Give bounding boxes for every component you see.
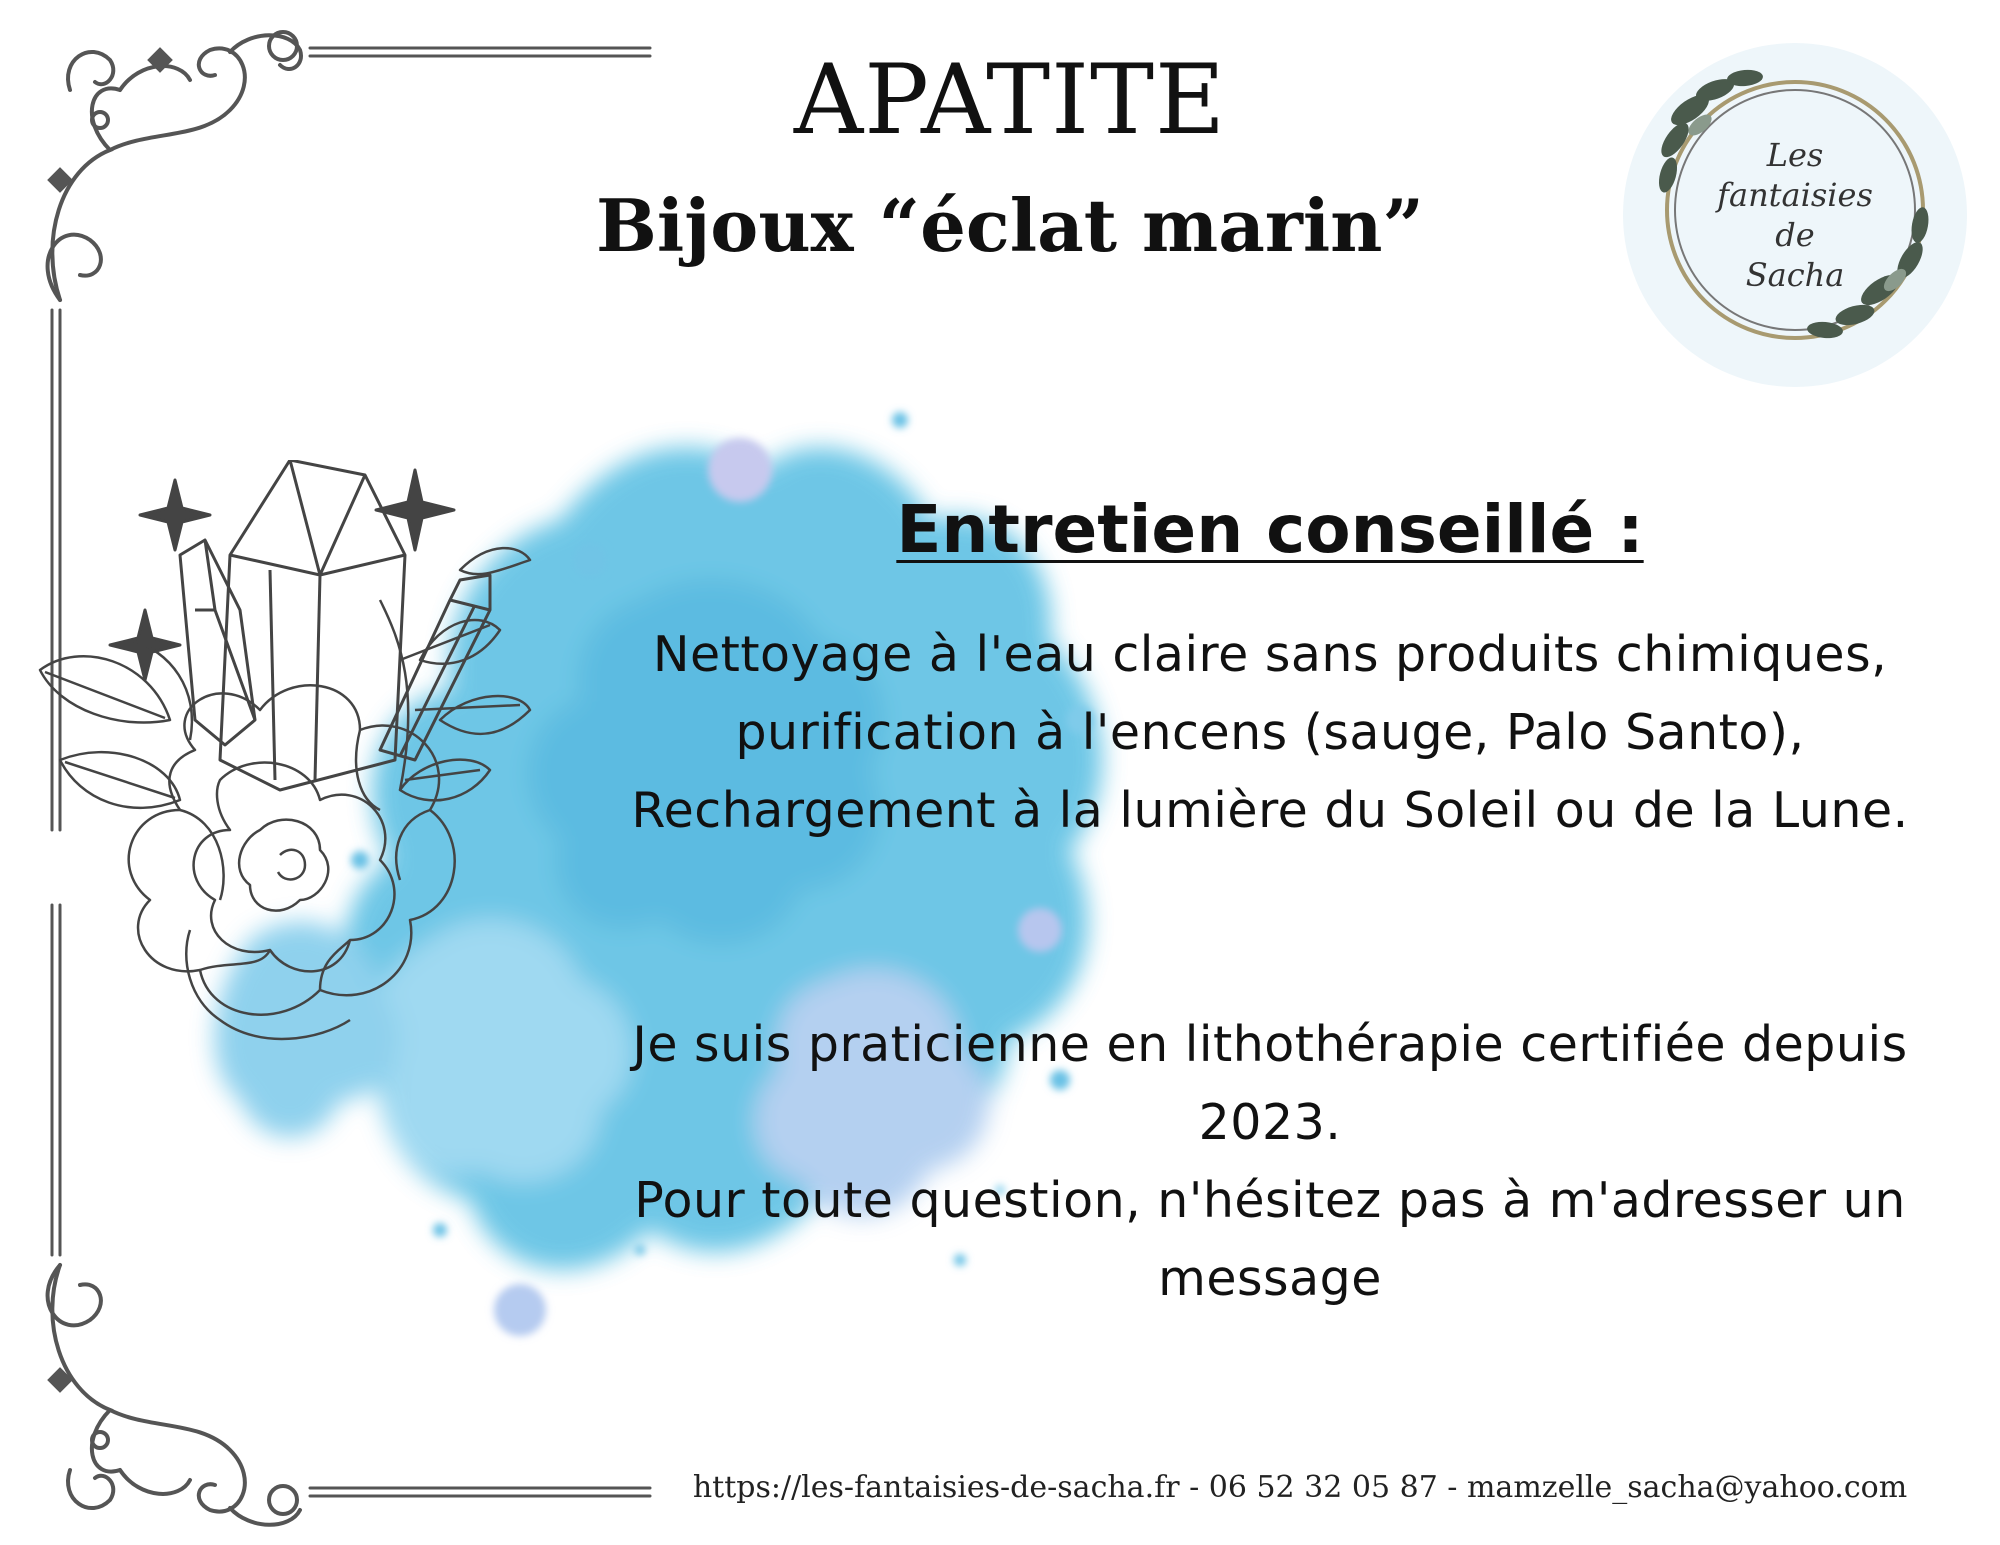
logo-wordmark: [1680, 135, 1910, 295]
crystal-illustration: [20, 460, 640, 1080]
logo-line: de: [1775, 216, 1815, 254]
peony-flower-illustration: [129, 685, 455, 1039]
page-subtitle: Bijoux “éclat marin”: [596, 183, 1424, 268]
ornament-corner-top-left: [48, 32, 301, 300]
footer-contact: https://les-fantaisies-de-sacha.fr - 06 52 32 05 87 - mamzelle_sacha@yahoo.com: [692, 1470, 1908, 1505]
page-title: APATITE: [793, 44, 1227, 156]
logo-line: Les: [1766, 136, 1824, 174]
logo-line: fantaisies: [1717, 176, 1873, 214]
ornament-corner-bottom-left: [48, 1265, 300, 1525]
care-instructions: Nettoyage à l'eau claire sans produits chimiques, purification à l'encens (sauge, Palo Santo), Rechargement à la lumière du Soleil ou de la Lune.: [631, 626, 1909, 839]
contact-invitation: Pour toute question, n'hésitez pas à m'adresser un message: [634, 1172, 1906, 1307]
care-heading: Entretien conseillé :: [896, 491, 1644, 568]
practitioner-note: [620, 1006, 1920, 1318]
sparkle-icon: [376, 470, 454, 550]
logo-line: Sacha: [1745, 256, 1845, 294]
sparkle-icon: [140, 480, 210, 550]
certification-text: Je suis praticienne en lithothérapie certifiée depuis 2023.: [632, 1016, 1908, 1151]
